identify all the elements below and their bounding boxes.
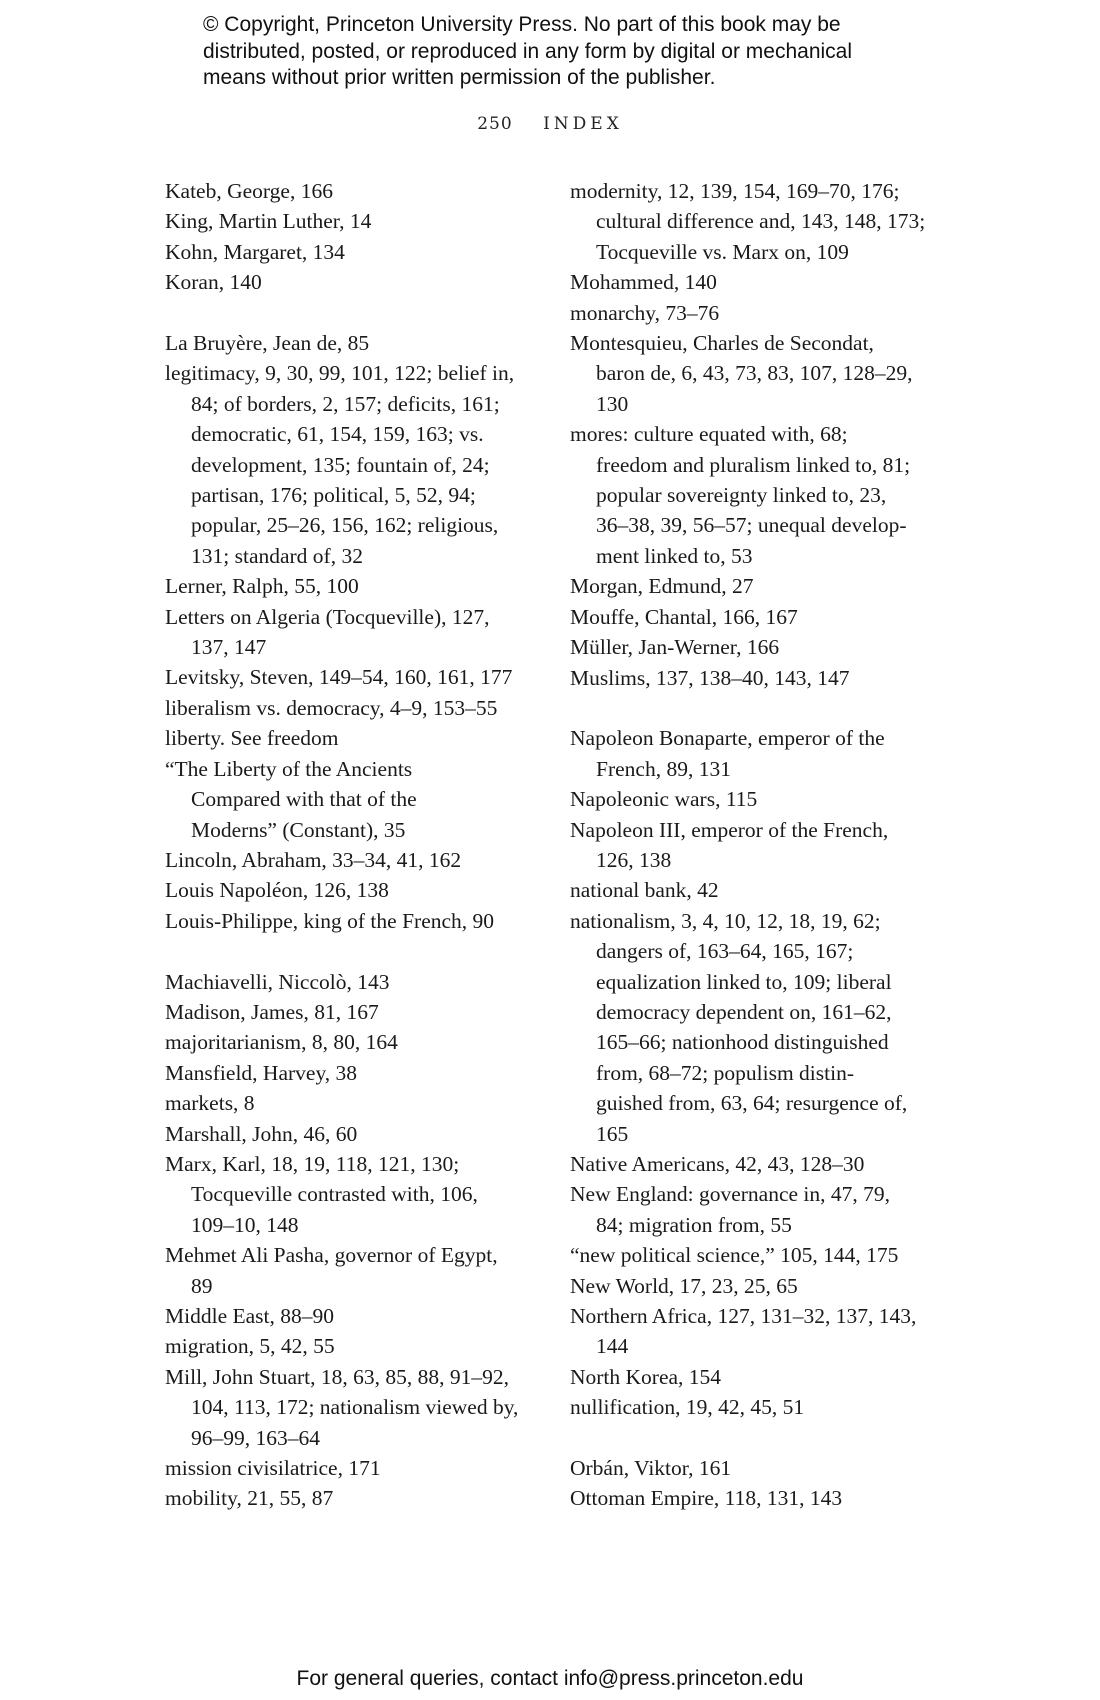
index-entry-heading: Muslims, 137, 138–40, 143, 147 xyxy=(570,665,850,690)
index-entry xyxy=(165,1453,545,1483)
copyright-line: © Copyright, Princeton University Press. No part of this book may be xyxy=(203,13,841,36)
index-entry xyxy=(165,875,545,905)
index-entry-heading: liberty. See freedom xyxy=(165,726,339,751)
index-entry-heading: nationalism, 3, 4, 10, 12, 18, 19, 62; xyxy=(570,908,881,933)
index-entry-heading: legitimacy, 9, 30, 99, 101, 122; belief in, xyxy=(165,361,515,386)
index-entry-continuation: Tocqueville contrasted with, 106, xyxy=(191,1182,478,1207)
index-entry-continuation: 165–66; nationhood distinguished xyxy=(596,1030,889,1055)
page-number: 250 xyxy=(477,114,513,134)
index-entry-heading: Napoleonic wars, 115 xyxy=(570,787,758,812)
index-entry-heading: monarchy, 73–76 xyxy=(570,300,720,325)
index-entry-heading: mores: culture equated with, 68; xyxy=(570,422,848,447)
index-entry xyxy=(165,906,545,936)
index-entry-heading: Kateb, George, 166 xyxy=(165,179,333,203)
index-entry-continuation: partisan, 176; political, 5, 52, 94; xyxy=(191,483,476,508)
index-entry-heading: Mouffe, Chantal, 166, 167 xyxy=(570,604,798,629)
index-entry xyxy=(570,1453,940,1483)
index-entry xyxy=(570,602,940,632)
index-entry xyxy=(165,358,545,571)
index-entry-continuation: guished from, 63, 64; resurgence of, xyxy=(596,1091,908,1116)
index-entry xyxy=(570,1240,940,1270)
index-entry-continuation: 126, 138 xyxy=(596,847,672,872)
index-entry xyxy=(165,176,545,206)
index-entry-heading: Marx, Karl, 18, 19, 118, 121, 130; xyxy=(165,1151,460,1176)
index-entry xyxy=(165,1027,545,1057)
index-entry xyxy=(570,1271,940,1301)
index-entry-heading: New England: governance in, 47, 79, xyxy=(570,1182,891,1207)
index-entry-heading: Levitsky, Steven, 149–54, 160, 161, 177 xyxy=(165,665,513,690)
index-entry xyxy=(570,1301,940,1362)
index-entry xyxy=(570,1392,940,1422)
copyright-line: means without prior written permission of the publisher. xyxy=(203,66,716,89)
index-entry-heading: markets, 8 xyxy=(165,1091,255,1116)
letter-gap xyxy=(570,693,940,723)
copyright-line: distributed, posted, or reproduced in any form by digital or mechanical xyxy=(203,39,853,63)
running-head-title: INDEX xyxy=(543,114,623,134)
index-entry xyxy=(165,571,545,601)
index-entry-continuation: Moderns” (Constant), 35 xyxy=(191,817,406,842)
index-entry xyxy=(570,1149,940,1179)
copyright-notice xyxy=(203,12,963,92)
index-entry-continuation: cultural difference and, 143, 148, 173; xyxy=(596,209,926,234)
index-column-left xyxy=(165,176,545,1514)
index-entry-heading: La Bruyère, Jean de, 85 xyxy=(165,331,370,356)
index-entry-continuation: French, 89, 131 xyxy=(596,756,731,781)
index-entry xyxy=(165,693,545,723)
index-entry xyxy=(165,1119,545,1149)
index-entry-heading: national bank, 42 xyxy=(570,878,719,903)
index-entry-heading: Morgan, Edmund, 27 xyxy=(570,574,754,599)
index-entry-continuation: 89 xyxy=(191,1273,213,1298)
index-entry-heading: North Korea, 154 xyxy=(570,1364,722,1389)
footer-contact: For general queries, contact info@press.princeton.edu xyxy=(296,1667,804,1690)
index-entry xyxy=(165,1483,545,1513)
index-entry xyxy=(570,176,940,267)
index-entry-continuation: baron de, 6, 43, 73, 83, 107, 128–29, xyxy=(596,361,913,386)
index-entry-continuation: 137, 147 xyxy=(191,635,267,660)
index-entry xyxy=(570,875,940,905)
index-entry-heading: liberalism vs. democracy, 4–9, 153–55 xyxy=(165,695,498,720)
index-entry-heading: Montesquieu, Charles de Secondat, xyxy=(570,331,874,356)
index-entry-heading: Napoleon Bonaparte, emperor of the xyxy=(570,726,885,751)
index-entry-continuation: freedom and pluralism linked to, 81; xyxy=(596,452,911,477)
index-entry-continuation: Tocqueville vs. Marx on, 109 xyxy=(596,239,849,264)
index-entry-continuation: 109–10, 148 xyxy=(191,1212,299,1237)
index-entry-continuation: 131; standard of, 32 xyxy=(191,543,363,568)
index-entry-heading: Orbán, Viktor, 161 xyxy=(570,1456,732,1481)
index-entry-heading: mission civisilatrice, 171 xyxy=(165,1456,381,1481)
index-entry xyxy=(165,997,545,1027)
index-entry-continuation: 130 xyxy=(596,391,629,416)
index-entry-continuation: 144 xyxy=(596,1334,629,1359)
index-entry-heading: mobility, 21, 55, 87 xyxy=(165,1486,334,1511)
index-entry-heading: Machiavelli, Niccolò, 143 xyxy=(165,969,390,994)
index-entry xyxy=(165,602,545,663)
index-entry xyxy=(570,632,940,662)
index-entry xyxy=(570,906,940,1149)
index-entry xyxy=(165,967,545,997)
index-entry xyxy=(570,571,940,601)
index-entry-continuation: 96–99, 163–64 xyxy=(191,1425,320,1450)
index-entry xyxy=(570,663,940,693)
index-entry-continuation: democratic, 61, 154, 159, 163; vs. xyxy=(191,422,484,447)
index-entry-heading: King, Martin Luther, 14 xyxy=(165,209,372,234)
index-entry-heading: majoritarianism, 8, 80, 164 xyxy=(165,1030,398,1055)
index-entry xyxy=(570,298,940,328)
index-entry xyxy=(165,1149,545,1240)
index-entry xyxy=(570,328,940,419)
index-entry-heading: Kohn, Margaret, 134 xyxy=(165,239,345,264)
index-column-right xyxy=(570,176,940,1514)
index-entry-heading: “The Liberty of the Ancients xyxy=(165,756,413,781)
index-entry-heading: Koran, 140 xyxy=(165,270,262,295)
index-entry-heading: Lincoln, Abraham, 33–34, 41, 162 xyxy=(165,847,462,872)
index-entry-heading: Mohammed, 140 xyxy=(570,270,717,295)
index-entry xyxy=(165,662,545,692)
index-entry-heading: Mill, John Stuart, 18, 63, 85, 88, 91–92, xyxy=(165,1364,510,1389)
index-entry-heading: Müller, Jan-Werner, 166 xyxy=(570,635,780,660)
index-entry-heading: Ottoman Empire, 118, 131, 143 xyxy=(570,1486,843,1511)
index-entry xyxy=(165,237,545,267)
index-entry-heading: Northern Africa, 127, 131–32, 137, 143, xyxy=(570,1304,917,1329)
letter-gap xyxy=(165,936,545,966)
index-entry xyxy=(165,845,545,875)
index-entry-heading: Louis Napoléon, 126, 138 xyxy=(165,878,389,903)
index-entry xyxy=(570,267,940,297)
index-entry-heading: Mehmet Ali Pasha, governor of Egypt, xyxy=(165,1243,498,1268)
index-entry-continuation: popular, 25–26, 156, 162; religious, xyxy=(191,513,499,538)
index-entry-heading: Letters on Algeria (Tocqueville), 127, xyxy=(165,604,490,629)
index-entry xyxy=(570,1483,940,1513)
index-entry xyxy=(165,1058,545,1088)
index-entry xyxy=(165,723,545,753)
index-entry xyxy=(570,1362,940,1392)
index-entry-heading: “new political science,” 105, 144, 175 xyxy=(570,1243,899,1268)
index-entry xyxy=(165,1331,545,1361)
index-entry xyxy=(165,754,545,845)
index-entry xyxy=(570,1179,940,1240)
letter-gap xyxy=(165,298,545,328)
index-entry-heading: Native Americans, 42, 43, 128–30 xyxy=(570,1151,865,1176)
index-entry-heading: Madison, James, 81, 167 xyxy=(165,999,379,1024)
index-entry-continuation: 84; of borders, 2, 157; deficits, 161; xyxy=(191,391,500,416)
index-entry-continuation: 165 xyxy=(596,1121,629,1146)
index-entry-heading: Louis-Philippe, king of the French, 90 xyxy=(165,908,495,933)
index-entry-heading: Marshall, John, 46, 60 xyxy=(165,1121,358,1146)
index-entry xyxy=(165,1240,545,1301)
index-entry xyxy=(165,328,545,358)
index-entry-continuation: from, 68–72; populism distin- xyxy=(596,1060,854,1085)
index-entry-heading: modernity, 12, 139, 154, 169–70, 176; xyxy=(570,179,900,203)
index-entry-continuation: development, 135; fountain of, 24; xyxy=(191,452,490,477)
index-entry-heading: migration, 5, 42, 55 xyxy=(165,1334,335,1359)
index-entry-continuation: popular sovereignty linked to, 23, xyxy=(596,483,887,508)
index-entry-continuation: 104, 113, 172; nationalism viewed by, xyxy=(191,1395,519,1420)
index-entry-continuation: democracy dependent on, 161–62, xyxy=(596,999,892,1024)
index-entry-continuation: 84; migration from, 55 xyxy=(596,1212,792,1237)
index-entry-heading: Lerner, Ralph, 55, 100 xyxy=(165,574,359,599)
index-entry-heading: nullification, 19, 42, 45, 51 xyxy=(570,1395,805,1420)
index-entry-continuation: 36–38, 39, 56–57; unequal develop- xyxy=(596,513,907,538)
index-entry-heading: Middle East, 88–90 xyxy=(165,1304,334,1328)
index-entry-heading: Mansfield, Harvey, 38 xyxy=(165,1060,358,1085)
index-entry xyxy=(165,206,545,236)
letter-gap xyxy=(570,1423,940,1453)
index-entry xyxy=(570,723,940,784)
index-entry xyxy=(165,267,545,297)
running-head xyxy=(0,114,1100,134)
index-entry-continuation: ment linked to, 53 xyxy=(596,543,753,568)
index-entry xyxy=(570,419,940,571)
index-entry xyxy=(165,1301,545,1331)
index-entry-heading: New World, 17, 23, 25, 65 xyxy=(570,1273,798,1298)
index-entry xyxy=(570,784,940,814)
index-entry xyxy=(165,1362,545,1453)
index-entry-heading: Napoleon III, emperor of the French, xyxy=(570,817,889,842)
index-entry-continuation: equalization linked to, 109; liberal xyxy=(596,969,892,994)
index-entry-continuation: dangers of, 163–64, 165, 167; xyxy=(596,939,854,964)
index-entry xyxy=(570,815,940,876)
index-entry-continuation: Compared with that of the xyxy=(191,787,417,812)
index-entry xyxy=(165,1088,545,1118)
